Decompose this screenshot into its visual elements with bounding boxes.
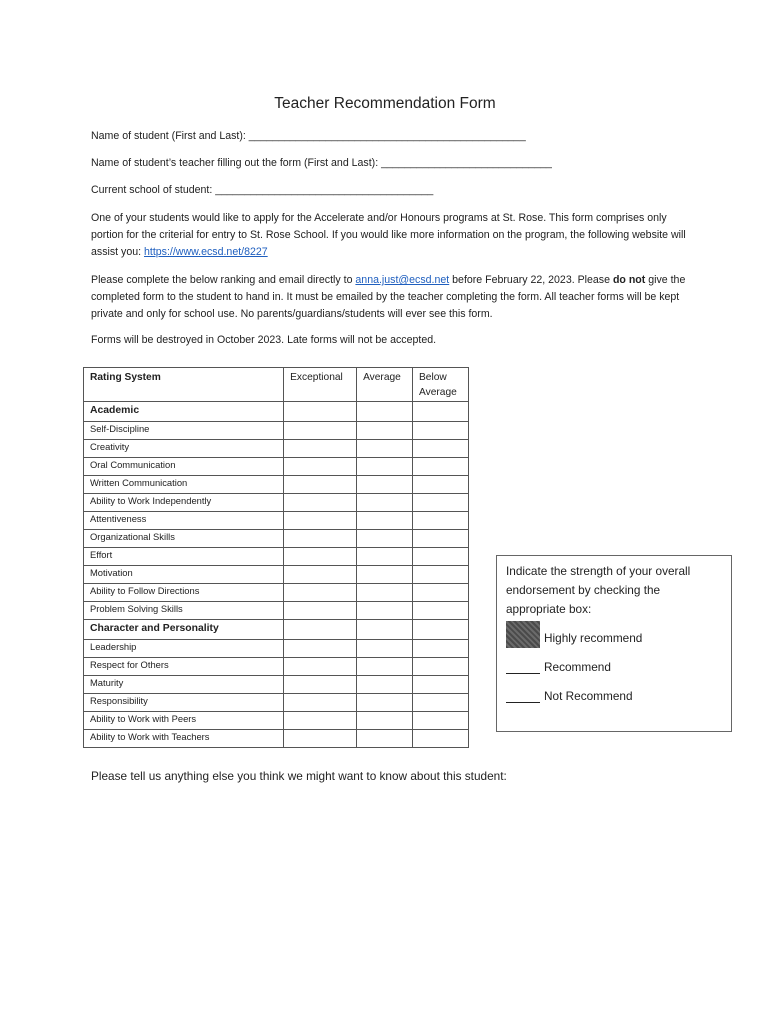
rating-cell-average[interactable] [357,730,413,748]
rating-cell-exceptional[interactable] [284,602,357,620]
instructions-text-1: Please complete the below ranking and email directly to [91,274,356,286]
highly-recommend-checkbox[interactable] [506,621,540,648]
header-below-average: Below Average [413,368,469,402]
table-row [84,712,469,730]
rating-cell-below-average[interactable] [413,530,469,548]
table-row [84,530,469,548]
table-row [84,512,469,530]
rating-cell-below-average[interactable] [413,566,469,584]
rating-cell-average[interactable] [357,640,413,658]
rating-cell-below-average[interactable] [413,602,469,620]
instructions-text-2: before February 22, 2023. Please [449,274,613,286]
rating-table [83,367,469,748]
rating-cell-exceptional[interactable] [284,640,357,658]
criterion-label: Effort [84,548,284,566]
section-title: Character and Personality [84,620,284,640]
rating-cell-average[interactable] [357,676,413,694]
rating-cell-average[interactable] [357,694,413,712]
rating-cell-exceptional[interactable] [284,476,357,494]
rating-cell-average[interactable] [357,658,413,676]
rating-cell-below-average[interactable] [413,494,469,512]
endorse-option-highly-recommend[interactable] [506,623,722,652]
rating-cell-exceptional[interactable] [284,422,357,440]
rating-cell-below-average[interactable] [413,512,469,530]
criterion-label: Ability to Work Independently [84,494,284,512]
endorse-option-not-recommend[interactable] [506,681,722,710]
rating-cell [284,402,357,422]
rating-cell [413,620,469,640]
rating-cell-below-average[interactable] [413,712,469,730]
criterion-label: Self-Discipline [84,422,284,440]
criterion-label: Attentiveness [84,512,284,530]
rating-cell-below-average[interactable] [413,730,469,748]
table-row [84,422,469,440]
table-row [84,676,469,694]
additional-comments-prompt: Please tell us anything else you think we might want to know about this student: [91,769,507,783]
criterion-label: Motivation [84,566,284,584]
rating-cell-below-average[interactable] [413,440,469,458]
rating-table-header [84,368,469,402]
rating-cell-average[interactable] [357,584,413,602]
criterion-label: Problem Solving Skills [84,602,284,620]
rating-cell-exceptional[interactable] [284,566,357,584]
table-row [84,640,469,658]
rating-cell [284,620,357,640]
intro-paragraph [91,210,691,261]
header-average: Average [357,368,413,402]
rating-cell-below-average[interactable] [413,548,469,566]
rating-cell-exceptional[interactable] [284,440,357,458]
rating-cell [357,620,413,640]
table-row [84,440,469,458]
criterion-label: Maturity [84,676,284,694]
destroy-note: Forms will be destroyed in October 2023. Late forms will not be accepted. [91,334,437,346]
rating-cell-average[interactable] [357,548,413,566]
rating-cell-exceptional[interactable] [284,730,357,748]
rating-cell-average[interactable] [357,566,413,584]
header-rating-system: Rating System [84,368,284,402]
highly-recommend-label: Highly recommend [544,630,643,645]
rating-cell-exceptional[interactable] [284,530,357,548]
rating-cell-average[interactable] [357,440,413,458]
table-row [84,584,469,602]
header-exceptional: Exceptional [284,368,357,402]
rating-cell-exceptional[interactable] [284,548,357,566]
criterion-label: Oral Communication [84,458,284,476]
instructions-text-3: give the completed form to the student to hand in. It must be emailed by the teacher completing the form. All teacher forms will be kept private and only for school use. No parents/guardians/students will ever see this form. [91,274,686,320]
criterion-label: Ability to Work with Peers [84,712,284,730]
rating-cell [357,402,413,422]
not-recommend-label: Not Recommend [544,688,633,703]
recommend-label: Recommend [544,659,611,674]
endorsement-box [496,555,732,732]
teacher-name-field[interactable]: Name of student’s teacher filling out the form (First and Last): _____________________________ [91,157,552,169]
student-name-field[interactable]: Name of student (First and Last): _______________________________________________ [91,130,526,142]
endorsement-prompt: Indicate the strength of your overall endorsement by checking the appropriate box: [506,564,691,616]
table-row [84,730,469,748]
rating-table-body [84,402,469,748]
endorse-option-recommend[interactable] [506,652,722,681]
rating-cell-exceptional[interactable] [284,712,357,730]
table-row [84,602,469,620]
criterion-label: Ability to Follow Directions [84,584,284,602]
rating-cell-below-average[interactable] [413,422,469,440]
recommend-checkbox[interactable] [506,659,540,674]
table-row [84,548,469,566]
criterion-label: Leadership [84,640,284,658]
table-row [84,458,469,476]
rating-cell-average[interactable] [357,602,413,620]
current-school-field[interactable]: Current school of student: _____________________________________ [91,184,434,196]
rating-cell-exceptional[interactable] [284,658,357,676]
rating-cell-average[interactable] [357,476,413,494]
rating-cell-below-average[interactable] [413,658,469,676]
criterion-label: Respect for Others [84,658,284,676]
rating-cell-below-average[interactable] [413,640,469,658]
criterion-label: Ability to Work with Teachers [84,730,284,748]
not-recommend-checkbox[interactable] [506,688,540,703]
program-website-link[interactable]: https://www.ecsd.net/8227 [144,246,268,258]
rating-cell-below-average[interactable] [413,584,469,602]
rating-cell-average[interactable] [357,712,413,730]
rating-cell-average[interactable] [357,512,413,530]
rating-cell-below-average[interactable] [413,694,469,712]
rating-cell-below-average[interactable] [413,458,469,476]
rating-cell-exceptional[interactable] [284,512,357,530]
section-title: Academic [84,402,284,422]
table-row [84,658,469,676]
rating-cell-exceptional[interactable] [284,494,357,512]
rating-cell-below-average[interactable] [413,476,469,494]
page-title: Teacher Recommendation Form [274,95,496,112]
criterion-label: Creativity [84,440,284,458]
rating-cell-exceptional[interactable] [284,458,357,476]
section-row [84,620,469,640]
rating-cell-average[interactable] [357,494,413,512]
criterion-label: Written Communication [84,476,284,494]
table-row [84,494,469,512]
section-row [84,402,469,422]
rating-cell-exceptional[interactable] [284,694,357,712]
criterion-label: Responsibility [84,694,284,712]
rating-cell-average[interactable] [357,530,413,548]
criterion-label: Organizational Skills [84,530,284,548]
instructions-emphasis: do not [612,274,646,286]
rating-cell-exceptional[interactable] [284,676,357,694]
rating-cell-average[interactable] [357,458,413,476]
rating-cell-below-average[interactable] [413,676,469,694]
rating-cell-average[interactable] [357,422,413,440]
instructions-paragraph [91,272,691,323]
table-row [84,694,469,712]
rating-cell-exceptional[interactable] [284,584,357,602]
rating-cell [413,402,469,422]
intro-text: One of your students would like to apply for the Accelerate and/or Honours programs at St. Rose. This form comprises only portion for the criterial for entry to St. Rose School. If you would like more information on the program, the following website will assist you: [91,212,686,258]
email-link[interactable]: anna.just@ecsd.net [355,274,450,286]
table-row [84,476,469,494]
table-row [84,566,469,584]
